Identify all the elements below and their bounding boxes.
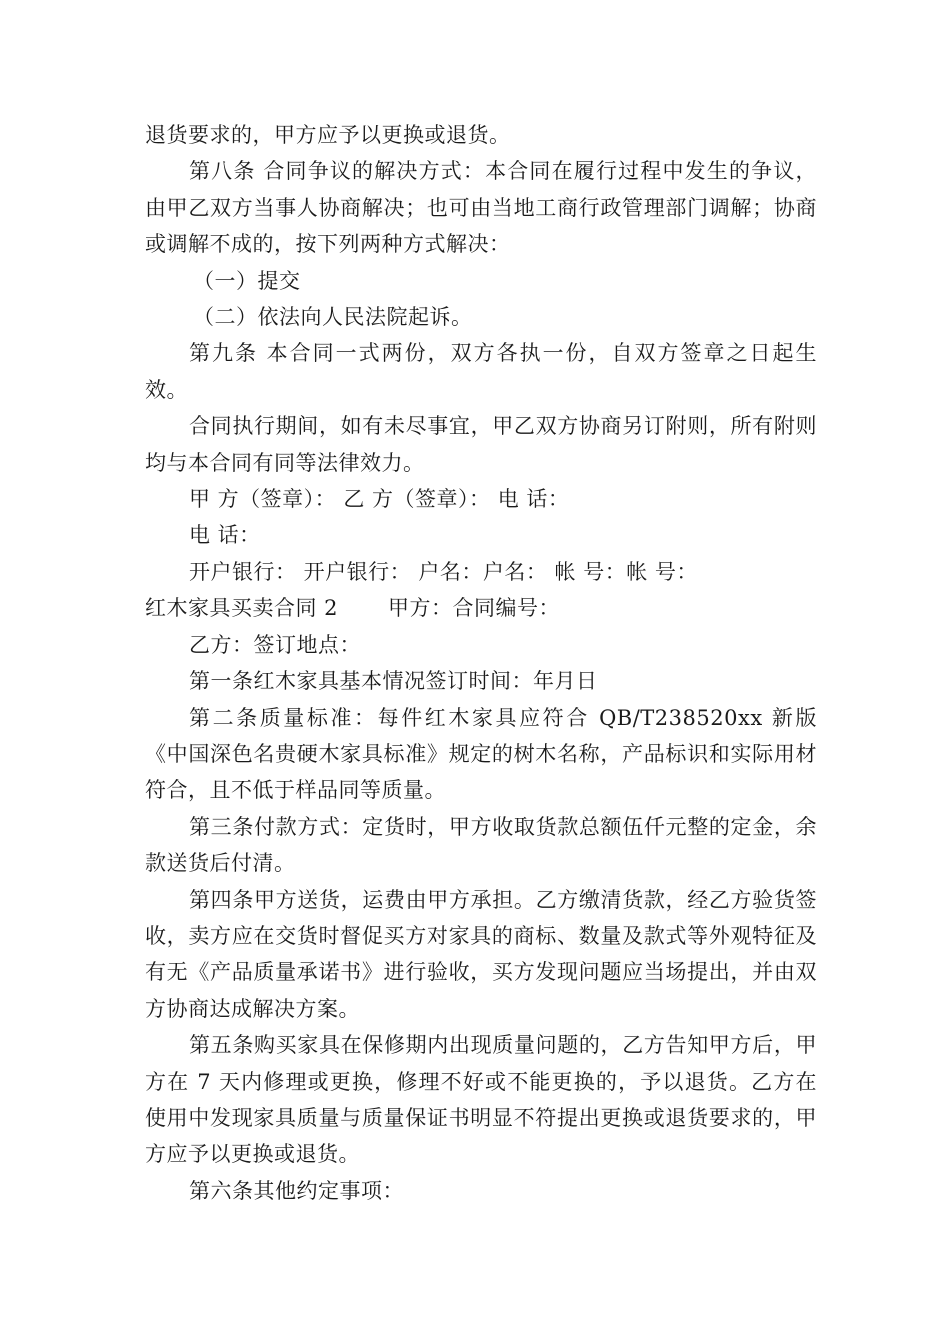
spacer [338,590,388,626]
paragraph-supplement: 合同执行期间，如有未尽事宜，甲乙双方协商另订附则，所有附则均与本合同有同等法律效力。 [145,414,817,475]
contract-2-header [145,590,817,626]
contract-2-party-a-number: 甲方：合同编号： [388,596,561,621]
paragraph-article-3: 第三条付款方式：定货时，甲方收取货款总额伍仟元整的定金，余款送货后付清。 [145,814,817,876]
paragraph-article-1: 第一条红木家具基本情况签订时间：年月日 [189,669,598,694]
paragraph-article-2: 第二条质量标准：每件红木家具应符合 QB/T238520xx 新版《中国深色名贵硬木家具标准》规定的树木名称，产品标识和实际用材符合，且不低于样品同等质量。 [145,705,817,803]
paragraph-article-5: 第五条购买家具在保修期内出现质量问题的，乙方告知甲方后，甲方在 7 天内修理或更换，修理不好或不能更换的，予以退货。乙方在使用中发现家具质量与质量保证书明显不符提出更换或退货要求的，甲方应予以更换或退货。 [145,1033,817,1167]
paragraph-article-9: 第九条 本合同一式两份，双方各执一份，自双方签章之日起生效。 [145,341,817,402]
document-body [145,117,817,1209]
paragraph-article-4: 第四条甲方送货，运费由甲方承担。乙方缴清货款，经乙方验货签收，卖方应在交货时督促买方对家具的商标、数量及款式等外观特征及有无《产品质量承诺书》进行验收，买方发现问题应当场提出，并由双方协商达成解决方案。 [145,887,817,1021]
contract-2-title: 红木家具买卖合同 2 [145,596,339,621]
paragraph-phone: 电 话： [189,523,261,548]
paragraph-article-6: 第六条其他约定事项： [189,1178,404,1203]
paragraph-signatures: 甲 方（签章）： 乙 方（签章）： 电 话： [189,487,570,512]
paragraph-article-8: 第八条 合同争议的解决方式：本合同在履行过程中发生的争议，由甲乙双方当事人协商解决；也可由当地工商行政管理部门调解；协商或调解不成的，按下列两种方式解决： [145,159,817,257]
paragraph-party-b-location: 乙方：签订地点： [189,632,361,657]
paragraph-bank: 开户银行： 开户银行： 户名：户名： 帐 号：帐 号： [189,559,698,584]
paragraph: 退货要求的，甲方应予以更换或退货。 [145,123,511,147]
paragraph-option-2: （二）依法向人民法院起诉。 [193,305,473,330]
paragraph-option-1: （一）提交 [193,268,301,293]
